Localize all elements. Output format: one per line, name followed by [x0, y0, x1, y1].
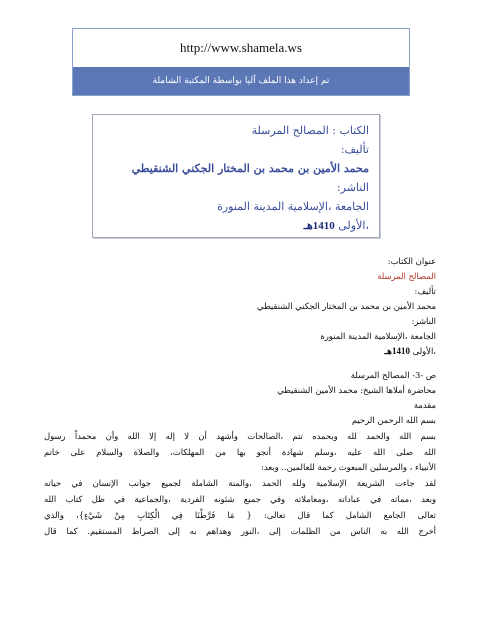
- source-banner: [72, 28, 410, 96]
- paragraph-line: تعالى الجامع الشامل كما قال تعالى: { مَا فَرَّطْنَا فِي الْكِتَابِ مِنْ شَيْءٍ}، والذي: [44, 510, 436, 520]
- edition-value: ،الأولى 1410هـ: [384, 346, 436, 356]
- document-body: [44, 254, 436, 539]
- edition-year: 1410هـ: [384, 346, 410, 356]
- edition-text: الأولى: [412, 346, 434, 356]
- edition-year: 1410هـ: [303, 220, 335, 232]
- edition-text: الأولى: [338, 219, 366, 232]
- book-title: الكتاب : المصالح المرسلة: [251, 124, 369, 137]
- generated-note: تم إعداد هذا الملف آليا بواسطة المكتبة الشاملة: [73, 67, 409, 95]
- edition: ،الأولى 1410هـ: [303, 219, 369, 232]
- author-label: تأليف:: [414, 286, 436, 296]
- book-info-box: [92, 114, 380, 238]
- publisher-label: الناشر:: [411, 316, 436, 326]
- publisher-name: الجامعة ،الإسلامية المدينة المنورة: [217, 200, 369, 213]
- paragraph-line: لقد جاءت الشريعة الإسلامية ولله الحمد ،والمنة الشاملة لجميع جوانب الإنسان في حياته: [44, 478, 436, 488]
- paragraph-line: وبعد ،مماته في عباداته ،ومعاملاته وفي جميع شئونه الفردية ،والجماعية في ظل كتاب الله: [44, 494, 436, 504]
- paragraph-line: الأنبياء ، والمرسلين المبعوث رحمة للعالمين.. وبعد:: [261, 462, 436, 472]
- publisher-label: الناشر:: [336, 181, 369, 194]
- basmala: بسم الله الرحمن الرحيم: [351, 415, 436, 425]
- site-url-link[interactable]: http://www.shamela.ws: [180, 40, 302, 55]
- paragraph-line: الله صلى الله عليه ،وسلم شهادة أنجو بها من المهلكات، والصلاة والسلام على خاتم: [44, 447, 436, 457]
- author-name: محمد الأمين بن محمد بن المختار الجكني الشنقيطي: [131, 162, 369, 175]
- paragraph-line: أخرج الله به الناس من الظلمات إلى ،النور وهداهم به إلى الصراط المستقيم. كما قال: [44, 526, 436, 536]
- title-value: المصالح المرسلة: [377, 271, 436, 281]
- author-label: تأليف:: [340, 143, 369, 156]
- publisher-value: الجامعة ،الإسلامية المدينة المنورة: [320, 331, 436, 341]
- paragraph-line: بسم الله والحمد لله وبحمده تتم ،الصالحات وأشهد أن لا إله إلا الله وأن محمداً رسول: [44, 431, 436, 441]
- intro-heading: مقدمة: [413, 400, 436, 410]
- page-reference: ص -3- المصالح المرسلة: [350, 370, 436, 380]
- author-value: محمد الأمين بن محمد بن المختار الجكني الشنقيطي: [257, 301, 436, 311]
- title-label: عنوان الكتاب:: [387, 256, 436, 266]
- lecture-line: محاضرة أملاها الشيخ: محمد الأمين الشنقيطي: [277, 385, 436, 395]
